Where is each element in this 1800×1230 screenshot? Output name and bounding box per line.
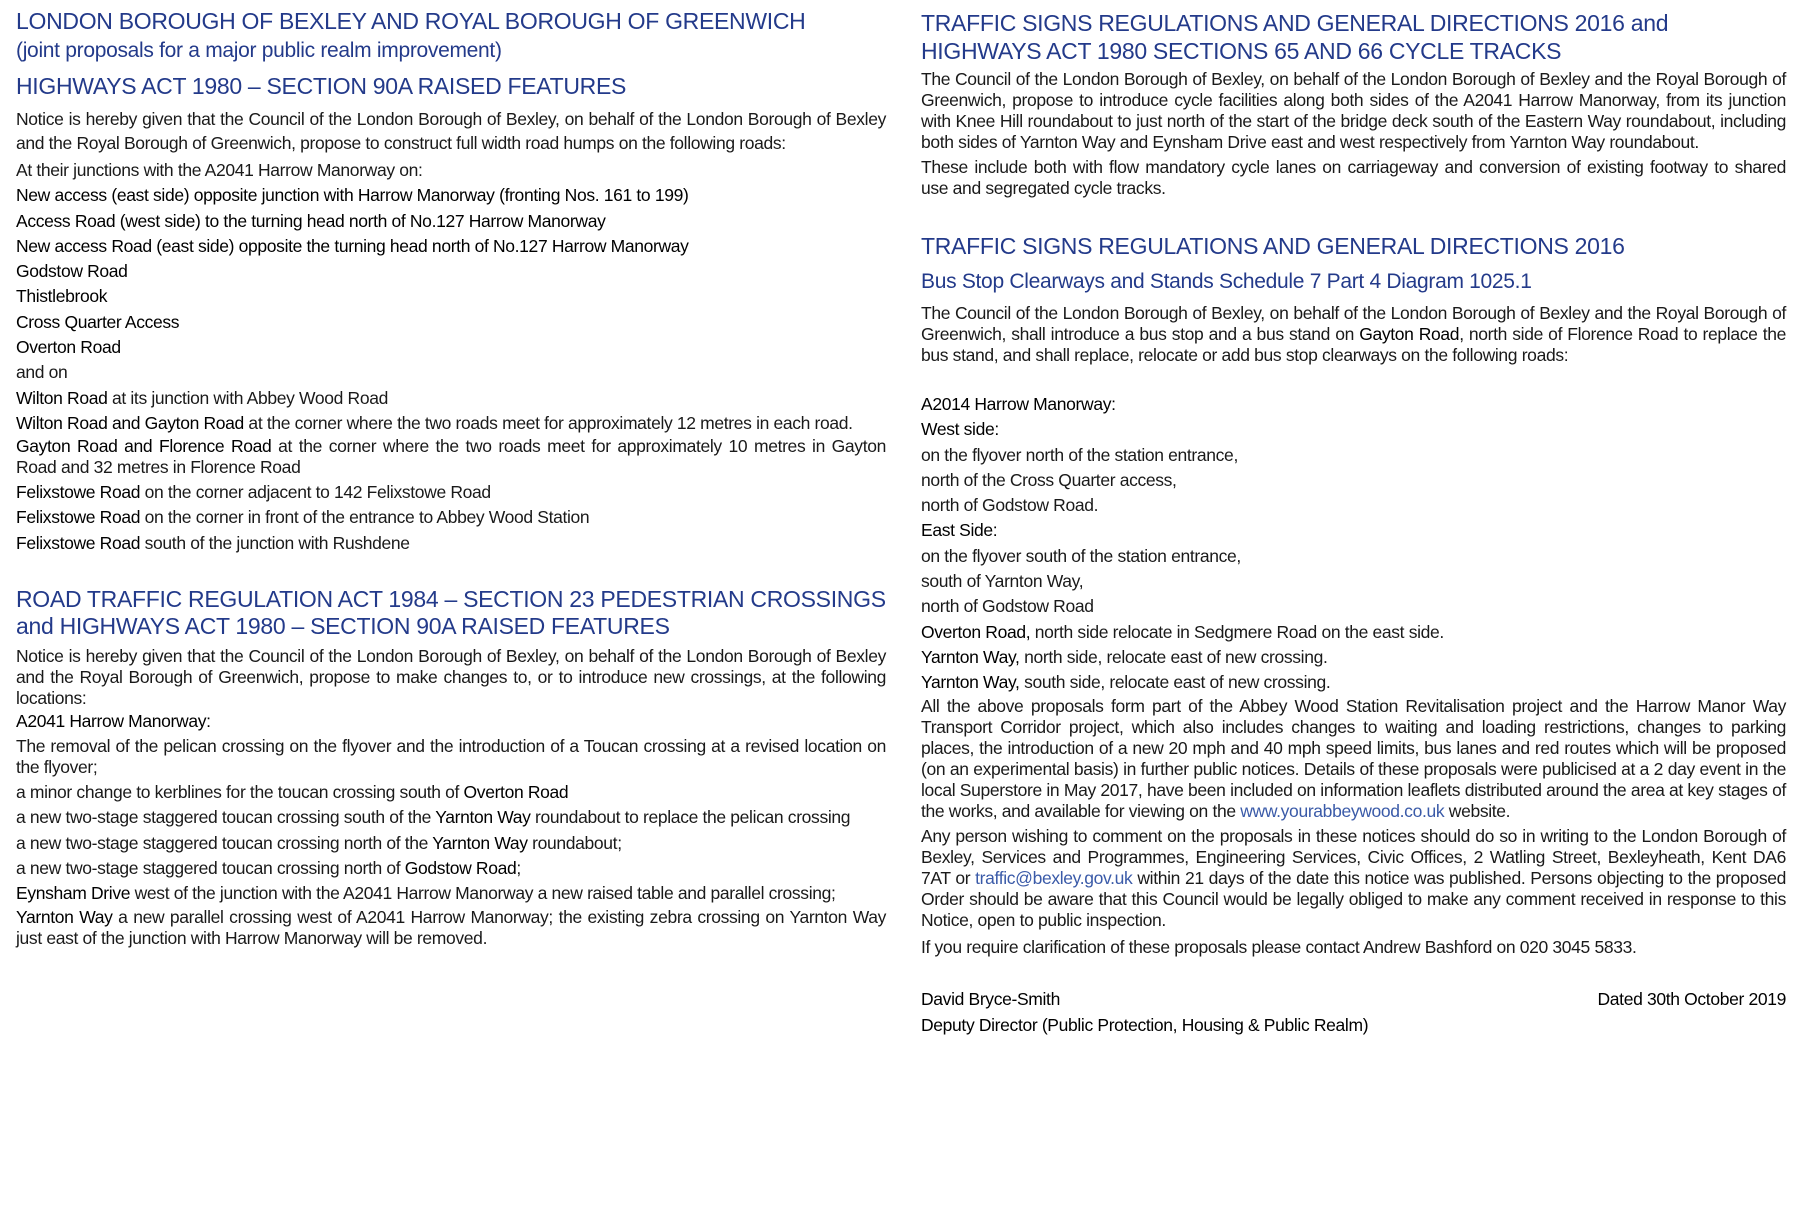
section4-subtitle: Bus Stop Clearways and Stands Schedule 7 Part 4 Diagram 1025.1 (921, 270, 1532, 293)
relocation-road: Yarnton Way, (921, 646, 1020, 667)
crossing-road: Yarnton Way (432, 832, 528, 853)
bus-stop-item: south of Yarnton Way, (921, 571, 1084, 592)
section4-intro (921, 303, 1786, 366)
bus-stop-item: north of Godstow Road (921, 596, 1094, 617)
crossing-item (16, 805, 886, 830)
crossing-road: Overton Road (463, 782, 569, 803)
side-heading: East Side: (921, 520, 998, 541)
road-name: Felixstowe Road (16, 532, 141, 553)
crossing-text: a new two-stage staggered toucan crossing north of (16, 858, 405, 879)
project-text: website. (1444, 800, 1511, 821)
road-detail: on the corner adjacent to 142 Felixstowe Road (140, 481, 491, 502)
section3-paragraph-1: The Council of the London Borough of Bexley, on behalf of the London Borough of Bexley and the Royal Borough of Greenwich, propose to introduce cycle facilities along both sides of the A2041 Harrow Manorway, from its junction with Knee Hill roundabout to just north of the start of the bridge deck south of the Eastern Way roundabout, including both sides of Yarnton Way and Eynsham Drive east and west respectively from Yarnton Way roundabout. (921, 69, 1786, 152)
road-detail-item (16, 531, 886, 556)
bus-stop-item: on the flyover north of the station entrance, (921, 444, 1238, 465)
crossing-text: a minor change to kerblines for the toucan crossing south of (16, 782, 464, 803)
road-detail-item (16, 436, 886, 478)
side-heading: West side: (921, 419, 999, 440)
road-detail: on the corner in front of the entrance to Abbey Wood Station (140, 507, 590, 528)
section2-title: ROAD TRAFFIC REGULATION ACT 1984 – SECTION 23 PEDESTRIAN CROSSINGS (16, 585, 886, 612)
crossing-road: Godstow Road (404, 858, 517, 879)
road-item: Access Road (west side) to the turning head north of No.127 Harrow Manorway (16, 210, 606, 231)
signature-line (921, 987, 1786, 1011)
intro-text: The Council of the London Borough of Bexley, on behalf of the London Borough of Bexley and the Royal Borough of Greenwich, shall introduce a bus stop and a bus stand on (921, 303, 1786, 344)
comment-text: Any person wishing to comment on the proposals in these notices should do so in writing to the London Borough of Bexley, Services and Programmes, Engineering Services, Civic Offices, 2 Watling Street, Bexleyheath, Kent DA6 7AT or (921, 825, 1786, 888)
road-detail-item (16, 505, 886, 530)
section1-heading: HIGHWAYS ACT 1980 – SECTION 90A RAISED FEATURES (16, 73, 627, 99)
crossing-text: ; (516, 858, 521, 879)
crossing-item (16, 831, 886, 856)
section3-paragraph-2: These include both with flow mandatory cycle lanes on carriageway and conversion of existing footway to shared use and segregated cycle tracks. (921, 157, 1786, 198)
relocation-text: south side, relocate east of new crossing. (1019, 672, 1331, 693)
comment-paragraph (921, 826, 1786, 931)
relocation-item (921, 670, 1786, 695)
road-detail: at the corner where the two roads meet for approximately 10 metres in Gayton Road and 32 metres in Florence Road (16, 435, 886, 477)
relocation-text: north side, relocate east of new crossing. (1019, 646, 1328, 667)
crossing-text: a new two-stage staggered toucan crossing south of the (16, 807, 436, 828)
road-item: Godstow Road (16, 261, 128, 282)
relocation-item (921, 620, 1786, 645)
crossing-text: roundabout; (527, 832, 622, 853)
road-name: Felixstowe Road (16, 481, 141, 502)
crossing-text: a new parallel crossing west of A2041 Harrow Manorway; the existing zebra crossing on Yarnton Way just east of the junction with Harrow Manorway will be removed. (16, 906, 886, 948)
crossing-item (16, 881, 886, 906)
crossing-road: Yarnton Way (435, 807, 531, 828)
road-name: Wilton Road (16, 387, 108, 408)
crossing-text: a new two-stage staggered toucan crossing north of the (16, 832, 433, 853)
road-item: New access (east side) opposite junction with Harrow Manorway (fronting Nos. 161 to 199) (16, 185, 689, 206)
crossing-text: west of the junction with the A2041 Harrow Manorway a new raised table and parallel crossing; (130, 883, 836, 904)
project-text: All the above proposals form part of the Abbey Wood Station Revitalisation project and the Harrow Manor Way Transport Corridor project, which also includes changes to waiting and loading restrictions, changes to parking places, the introduction of a new 20 mph and 40 mph speed limits, bus lanes and red routes which will be proposed (on an experimental basis) in further public notices. Details of these proposals were publicised at a 2 day event in the local Superstore in May 2017, have been included on information leaflets distributed around the area at key stages of the works, and available for viewing on the (921, 695, 1786, 821)
road-detail: south of the junction with Rushdene (140, 532, 410, 553)
crossing-item (16, 856, 886, 881)
relocation-road: Overton Road, (921, 621, 1031, 642)
crossing-text: roundabout to replace the pelican crossing (530, 807, 851, 828)
crossing-item (16, 780, 886, 805)
section1-title: LONDON BOROUGH OF BEXLEY AND ROYAL BOROUGH OF GREENWICH (16, 8, 806, 34)
road-detail: at its junction with Abbey Wood Road (107, 387, 388, 408)
email-link[interactable]: traffic@bexley.gov.uk (975, 867, 1133, 888)
and-on-text: and on (16, 362, 68, 383)
section1-intro: Notice is hereby given that the Council of the London Borough of Bexley, on behalf of the London Borough of Bexley and the Royal Borough of Greenwich, propose to construct full width road humps on the following roads: (16, 109, 886, 153)
junctions-text: At their junctions with the A2041 Harrow Manorway on: (16, 160, 423, 180)
intro-text: , north side of Florence Road to replace the bus stand, and shall replace, relocate or add bus stop clearways on the following roads: (921, 324, 1786, 365)
section4-title: TRAFFIC SIGNS REGULATIONS AND GENERAL DIRECTIONS 2016 (921, 233, 1625, 259)
clarification-paragraph: If you require clarification of these proposals please contact Andrew Bashford on 020 3045 5833. (921, 936, 1637, 957)
relocation-item (921, 645, 1786, 670)
road-heading: A2041 Harrow Manorway: (16, 710, 211, 731)
road-item: Cross Quarter Access (16, 311, 180, 332)
section1-list (16, 158, 886, 556)
road-item: New access Road (east side) opposite the turning head north of No.127 Harrow Manorway (16, 235, 689, 256)
road-name: Wilton Road and Gayton Road (16, 412, 244, 433)
crossing-item (16, 907, 886, 949)
section1-subtitle: (joint proposals for a major public realm improvement) (16, 39, 502, 62)
bus-stop-item: north of the Cross Quarter access, (921, 469, 1177, 490)
intro-road: Gayton Road (1359, 324, 1460, 344)
project-paragraph (921, 696, 1786, 822)
road-detail: at the corner where the two roads meet for approximately 12 metres in each road. (243, 412, 853, 433)
notice-date: Dated 30th October 2019 (1597, 988, 1786, 1009)
bus-stop-list (921, 392, 1786, 696)
road-detail-item (16, 386, 886, 411)
road-name: Gayton Road and Florence Road (16, 435, 272, 456)
signatory-name: David Bryce-Smith (921, 988, 1060, 1009)
bus-stop-item: north of Godstow Road. (921, 495, 1099, 516)
signatory-role: Deputy Director (Public Protection, Housing & Public Realm) (921, 1014, 1369, 1035)
section2-intro: Notice is hereby given that the Council of the London Borough of Bexley, on behalf of the London Borough of Bexley and the Royal Borough of Greenwich, propose to make changes to, or to introduce new crossings, at the following locations: (16, 645, 886, 708)
road-item: Thistlebrook (16, 286, 108, 307)
section3-title: TRAFFIC SIGNS REGULATIONS AND GENERAL DIRECTIONS 2016 and HIGHWAYS ACT 1980 SECTIONS 65 AND 66 CYCLE TRACKS (921, 10, 1669, 64)
website-link[interactable]: www.yourabbeywood.co.uk (1240, 800, 1445, 821)
bus-stop-item: on the flyover south of the station entrance, (921, 545, 1241, 566)
road-item: Overton Road (16, 337, 121, 358)
relocation-road: Yarnton Way, (921, 672, 1020, 693)
comment-text: within 21 days of the date this notice was published. Persons objecting to the proposed Order should be aware that this Council would be legally obliged to make any comment received in response to this Notice, open to public inspection. (921, 867, 1786, 930)
crossing-road: Yarnton Way (16, 906, 113, 927)
crossing-road: Eynsham Drive (16, 883, 131, 904)
road-heading: A2014 Harrow Manorway: (921, 394, 1116, 414)
road-detail-item (16, 480, 886, 505)
road-name: Felixstowe Road (16, 507, 141, 528)
crossing-item: The removal of the pelican crossing on the flyover and the introduction of a Toucan crossing at a revised location on the flyover; (16, 736, 886, 778)
section2-subtitle: and HIGHWAYS ACT 1980 – SECTION 90A RAISED FEATURES (16, 612, 670, 639)
left-column (16, 6, 886, 1230)
relocation-text: north side relocate in Sedgmere Road on the east side. (1030, 621, 1444, 642)
section2-list (16, 709, 886, 949)
right-column (921, 6, 1786, 1230)
road-detail-item (16, 413, 886, 434)
